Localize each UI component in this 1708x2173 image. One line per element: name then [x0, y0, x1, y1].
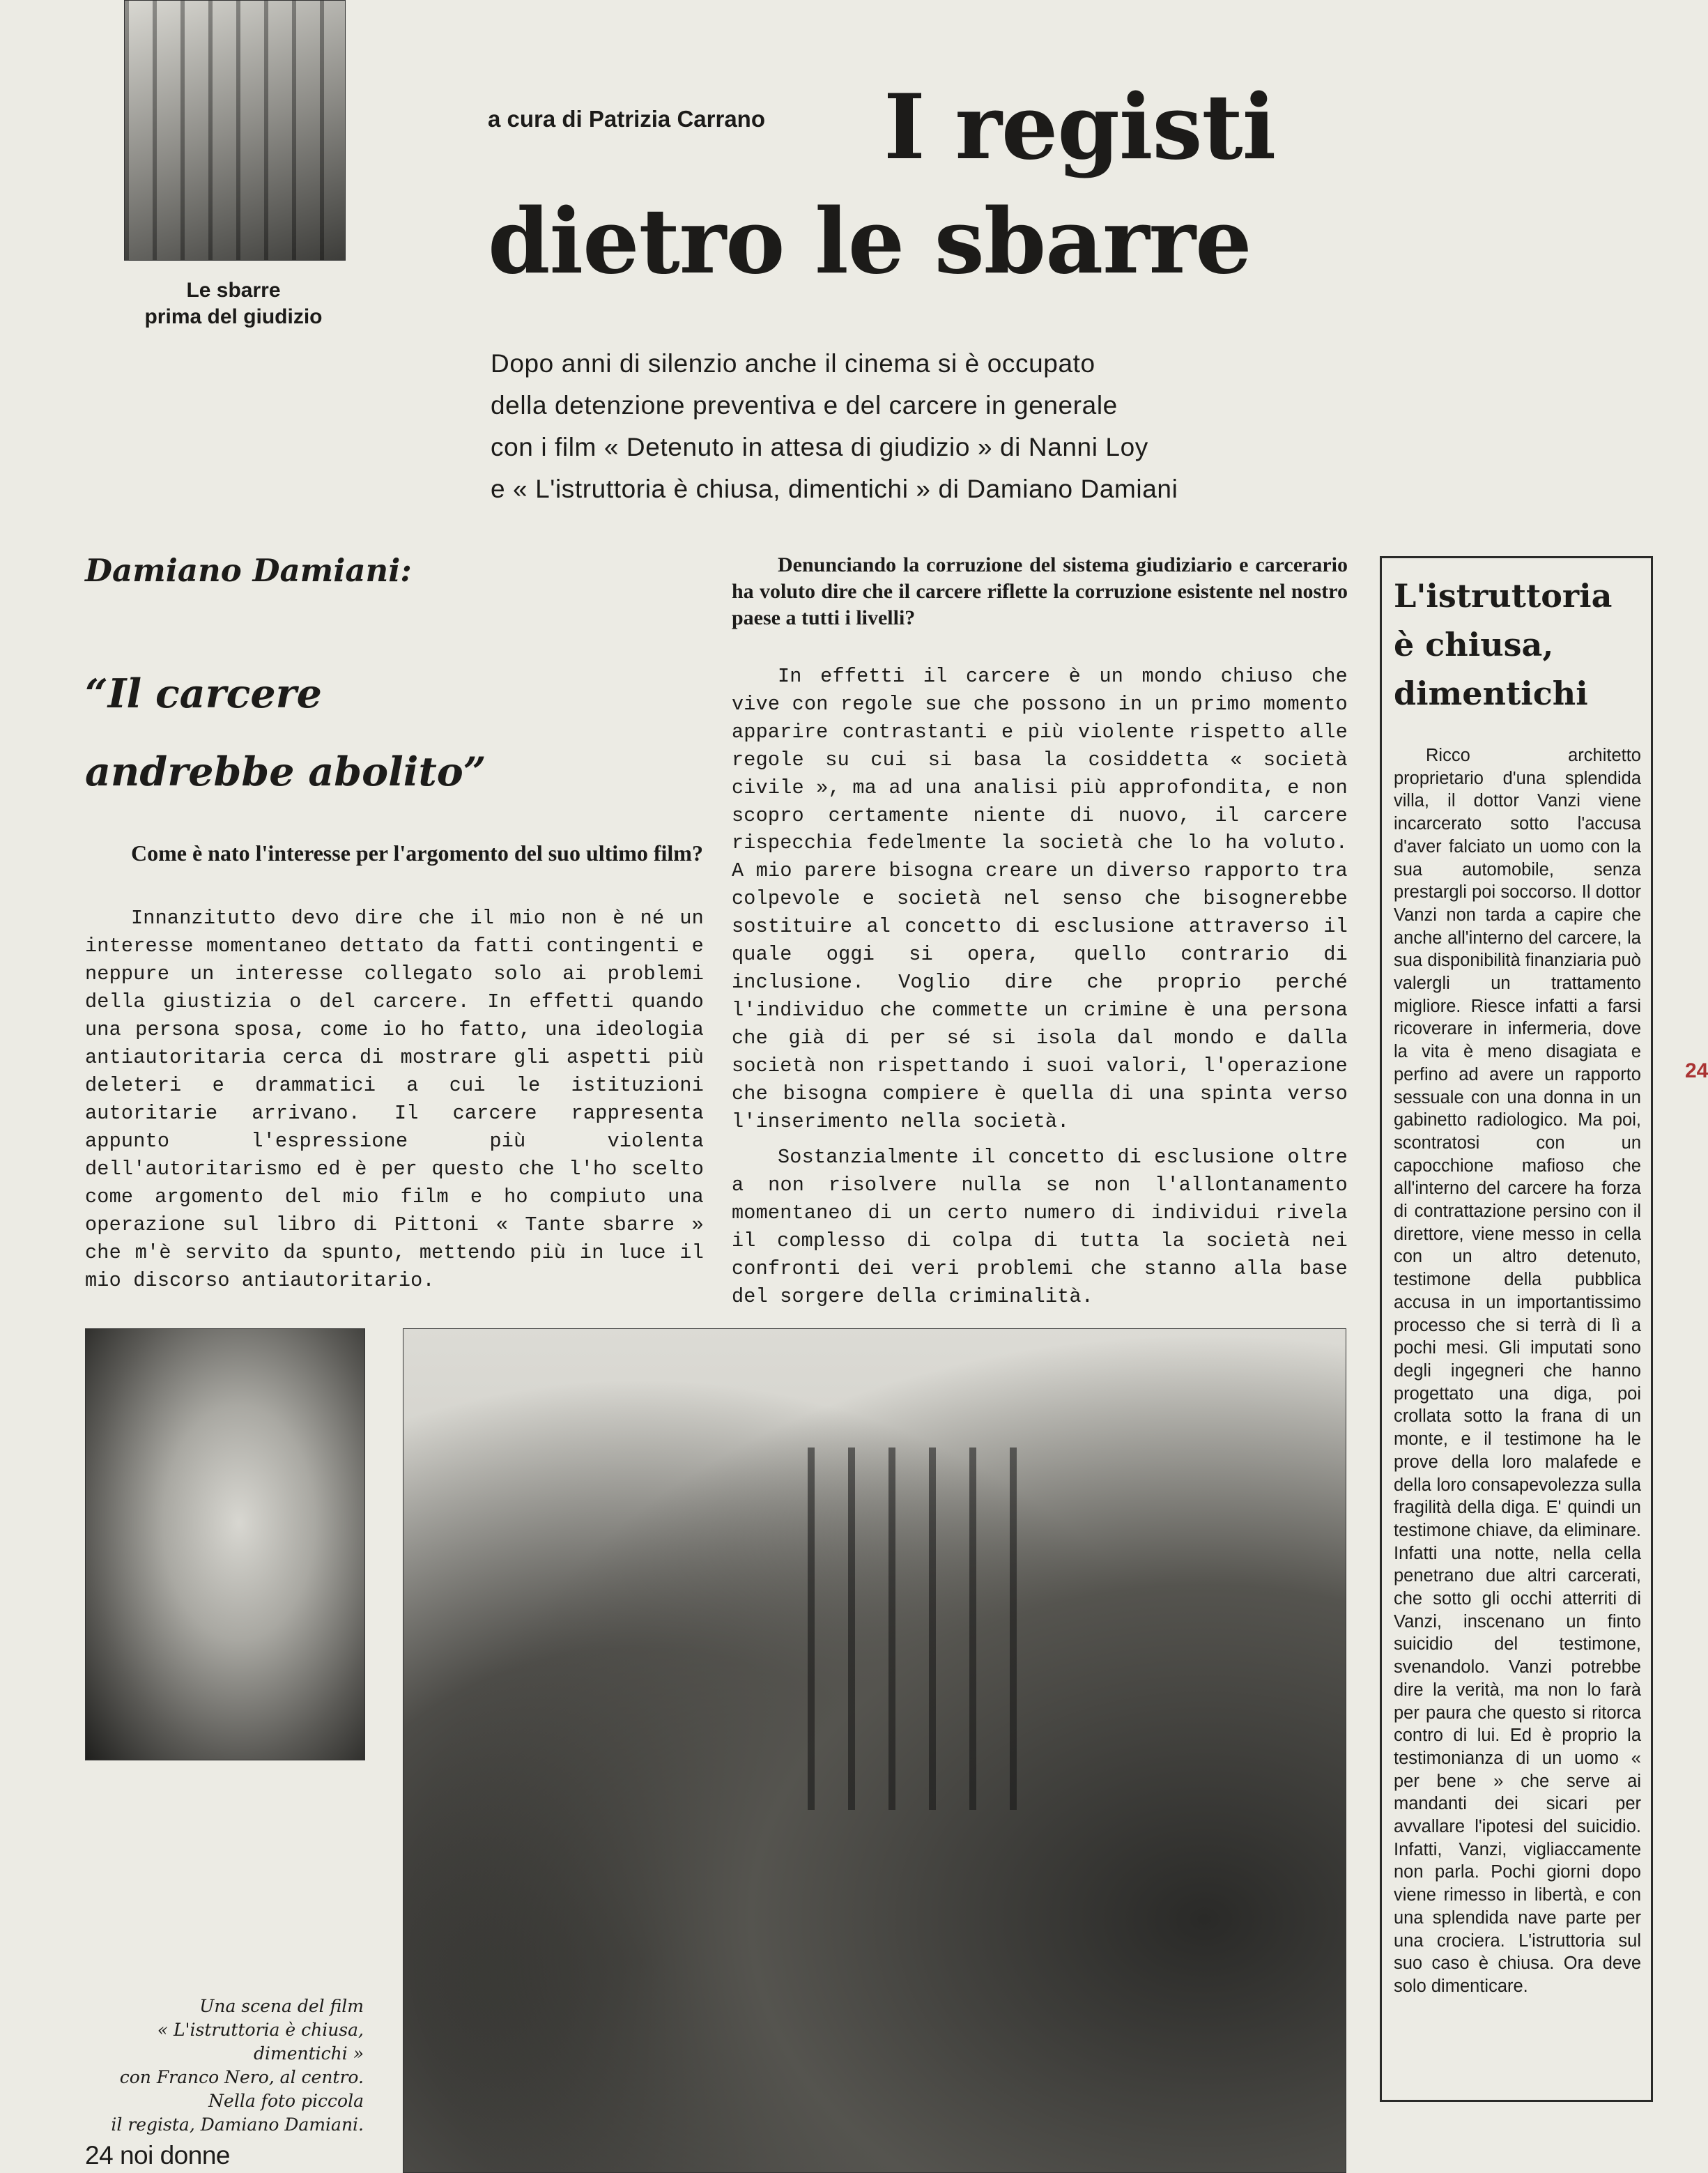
edge-page-marker: 24	[1685, 1059, 1708, 1082]
top-photo	[124, 0, 346, 261]
headline-line2: dietro le sbarre	[488, 190, 1252, 294]
intro-line4: e « L'istruttoria è chiusa, dimentichi » di Damiano Damiani	[491, 475, 1178, 503]
answer-1-paragraph: Innanzitutto devo dire che il mio non è né un interesse momentaneo dettato da fatti contingenti e neppure un interesse collegato solo ai problemi della giustizia o del carcere. In effetti quando una persona sposa, come io ho fatto, una ideologia antiautoritaria cerca di mostrare gli aspetti più deleteri e drammatici a cui le istituzioni autoritarie arrivano. Il carcere rappresenta appunto l'espressione più violenta dell'autoritarismo ed è per questo che l'ho scelto come argomento del mio film e ho compiuto una operazione sul libro di Pittoni « Tante sbarre » che m'è servito da spunto, mettendo più in luce il mio discorso antiautoritario.	[85, 907, 704, 1292]
intro-line2: della detenzione preventiva e del carcere in generale	[491, 391, 1118, 420]
photo-caption-line2: « L'istruttoria è chiusa,	[157, 2020, 364, 2040]
sidebar-text	[1394, 744, 1641, 1998]
intro-text	[491, 343, 1327, 510]
page-footer	[85, 2141, 230, 2170]
sidebar-paragraph: Ricco architetto proprietario d'una splendida villa, il dottor Vanzi viene incarcerato sotto l'accusa d'aver falciato un uomo con la sua automobile, senza prestargli poi soccorso. Il dottor Vanzi non tarda a capire che anche all'interno del carcere, la sua disponibilità finanziaria può valergli un trattamento migliore. Riesce infatti a farsi ricoverare in infermeria, dove la vita è meno disagiata e perfino ad avere un rapporto sessuale con una donna in un gabinetto radiologico. Ma poi, scontratosi con un capocchione mafioso che all'interno del carcere ha forza di contrattazione persino con il direttore, viene messo in cella con un altro detenuto, testimone della pubblica accusa in un importantissimo processo che si terrà di lì a pochi mesi. Gli imputati sono degli ingegneri che hanno progettato una diga, poi crollata sotto la frana di un monte, e il testimone ha le prove della loro malafede e della loro consapevolezza sulla fragilità della diga. E' quindi un testimone chiave, da eliminare. Infatti una notte, nella cella penetrano due altri carcerati, che sotto gli occhi atterriti di Vanzi, inscenano un finto suicidio del testimone, svenandolo. Vanzi potrebbe dire la verità, ma non lo farà per paura che questo si ritorca contro di lui. Ed è proprio la testimonianza di un uomo « per bene » che serve ai mandanti dei sicari per avvallare l'ipotesi del suicidio. Infatti, Vanzi, vigliaccamente non parla. Pochi giorni dopo viene rimesso in libertà, e con una splendida nave parte per una crociera. L'istruttoria sul suo caso è chiusa. Ora deve solo dimenticare.	[1394, 746, 1641, 1996]
sidebar-title	[1394, 571, 1645, 718]
answer-2-paragraph-1: In effetti il carcere è un mondo chiuso che vive con regole sue che possono in un primo momento apparire contrastanti e più violente rispetto alle regole su cui si basa la cosiddetta « società civile », ma ad una analisi più approfondita, e non scopro certamente niente di nuovo, il carcere rispecchia fedelmente la società che lo ha voluto. A mio parere bisogna creare un diverso rapporto tra colpevole e società nel senso che bisognerebbe sostituire al concetto di esclusione attraverso il quale oggi si opera, quello contrario di inclusione. Voglio dire che proprio perché l'individuo che commette un crimine è una persona che già di per sé si isola dal mondo e dalla società non rispettando i suoi valori, l'operazione che bisogna compiere è quella di una spinta verso l'inserimento nella società.	[732, 665, 1348, 1133]
byline: a cura di Patrizia Carrano	[488, 106, 765, 132]
film-scene-photo	[403, 1328, 1346, 2173]
sidebar-title-line1: L'istruttoria	[1394, 577, 1613, 615]
interview-title	[85, 655, 587, 811]
top-photo-caption-line2: prima del giudizio	[144, 305, 323, 328]
director-portrait-photo	[85, 1328, 365, 1760]
answer-2	[732, 663, 1348, 1311]
magazine-name: noi donne	[119, 2141, 230, 2170]
sidebar-title-line2: è chiusa,	[1394, 626, 1554, 663]
photo-caption-line3: dimentichi »	[254, 2043, 364, 2064]
answer-1	[85, 905, 704, 1295]
photo-caption-line4: con Franco Nero, al centro.	[119, 2067, 364, 2087]
photo-caption-line1: Una scena del film	[199, 1996, 364, 2016]
intro-line3: con i film « Detenuto in attesa di giudizio » di Nanni Loy	[491, 433, 1148, 461]
interview-title-line1: “Il carcere	[85, 670, 322, 717]
answer-2-paragraph-2: Sostanzialmente il concetto di esclusione oltre a non risolvere nulla se non l'allontanamento momentaneo di un certo numero di individui rivela il complesso di colpa di tutta la società nei confronti dei veri problemi che stanno alla base del sorgere della criminalità.	[732, 1146, 1348, 1308]
question-2: Denunciando la corruzione del sistema giudiziario e carcerario ha voluto dire che il carcere riflette la corruzione esistente nel nostro paese a tutti i livelli?	[732, 553, 1348, 629]
sidebar-title-line3: dimentichi	[1394, 675, 1588, 712]
top-photo-caption	[105, 277, 362, 330]
interview-title-line2: andrebbe abolito”	[85, 748, 486, 795]
top-photo-caption-line1: Le sbarre	[186, 279, 281, 302]
interviewee-name: Damiano Damiani:	[85, 552, 412, 589]
headline-line1: I registi	[884, 75, 1276, 180]
page-number: 24	[85, 2141, 114, 2170]
photo-caption-line5: Nella foto piccola	[208, 2091, 364, 2111]
photo-caption	[105, 1995, 364, 2137]
question-1: Come è nato l'interesse per l'argomento del suo ultimo film?	[131, 840, 703, 866]
intro-line1: Dopo anni di silenzio anche il cinema si è occupato	[491, 349, 1095, 378]
photo-caption-line6: il regista, Damiano Damiani.	[111, 2114, 364, 2135]
